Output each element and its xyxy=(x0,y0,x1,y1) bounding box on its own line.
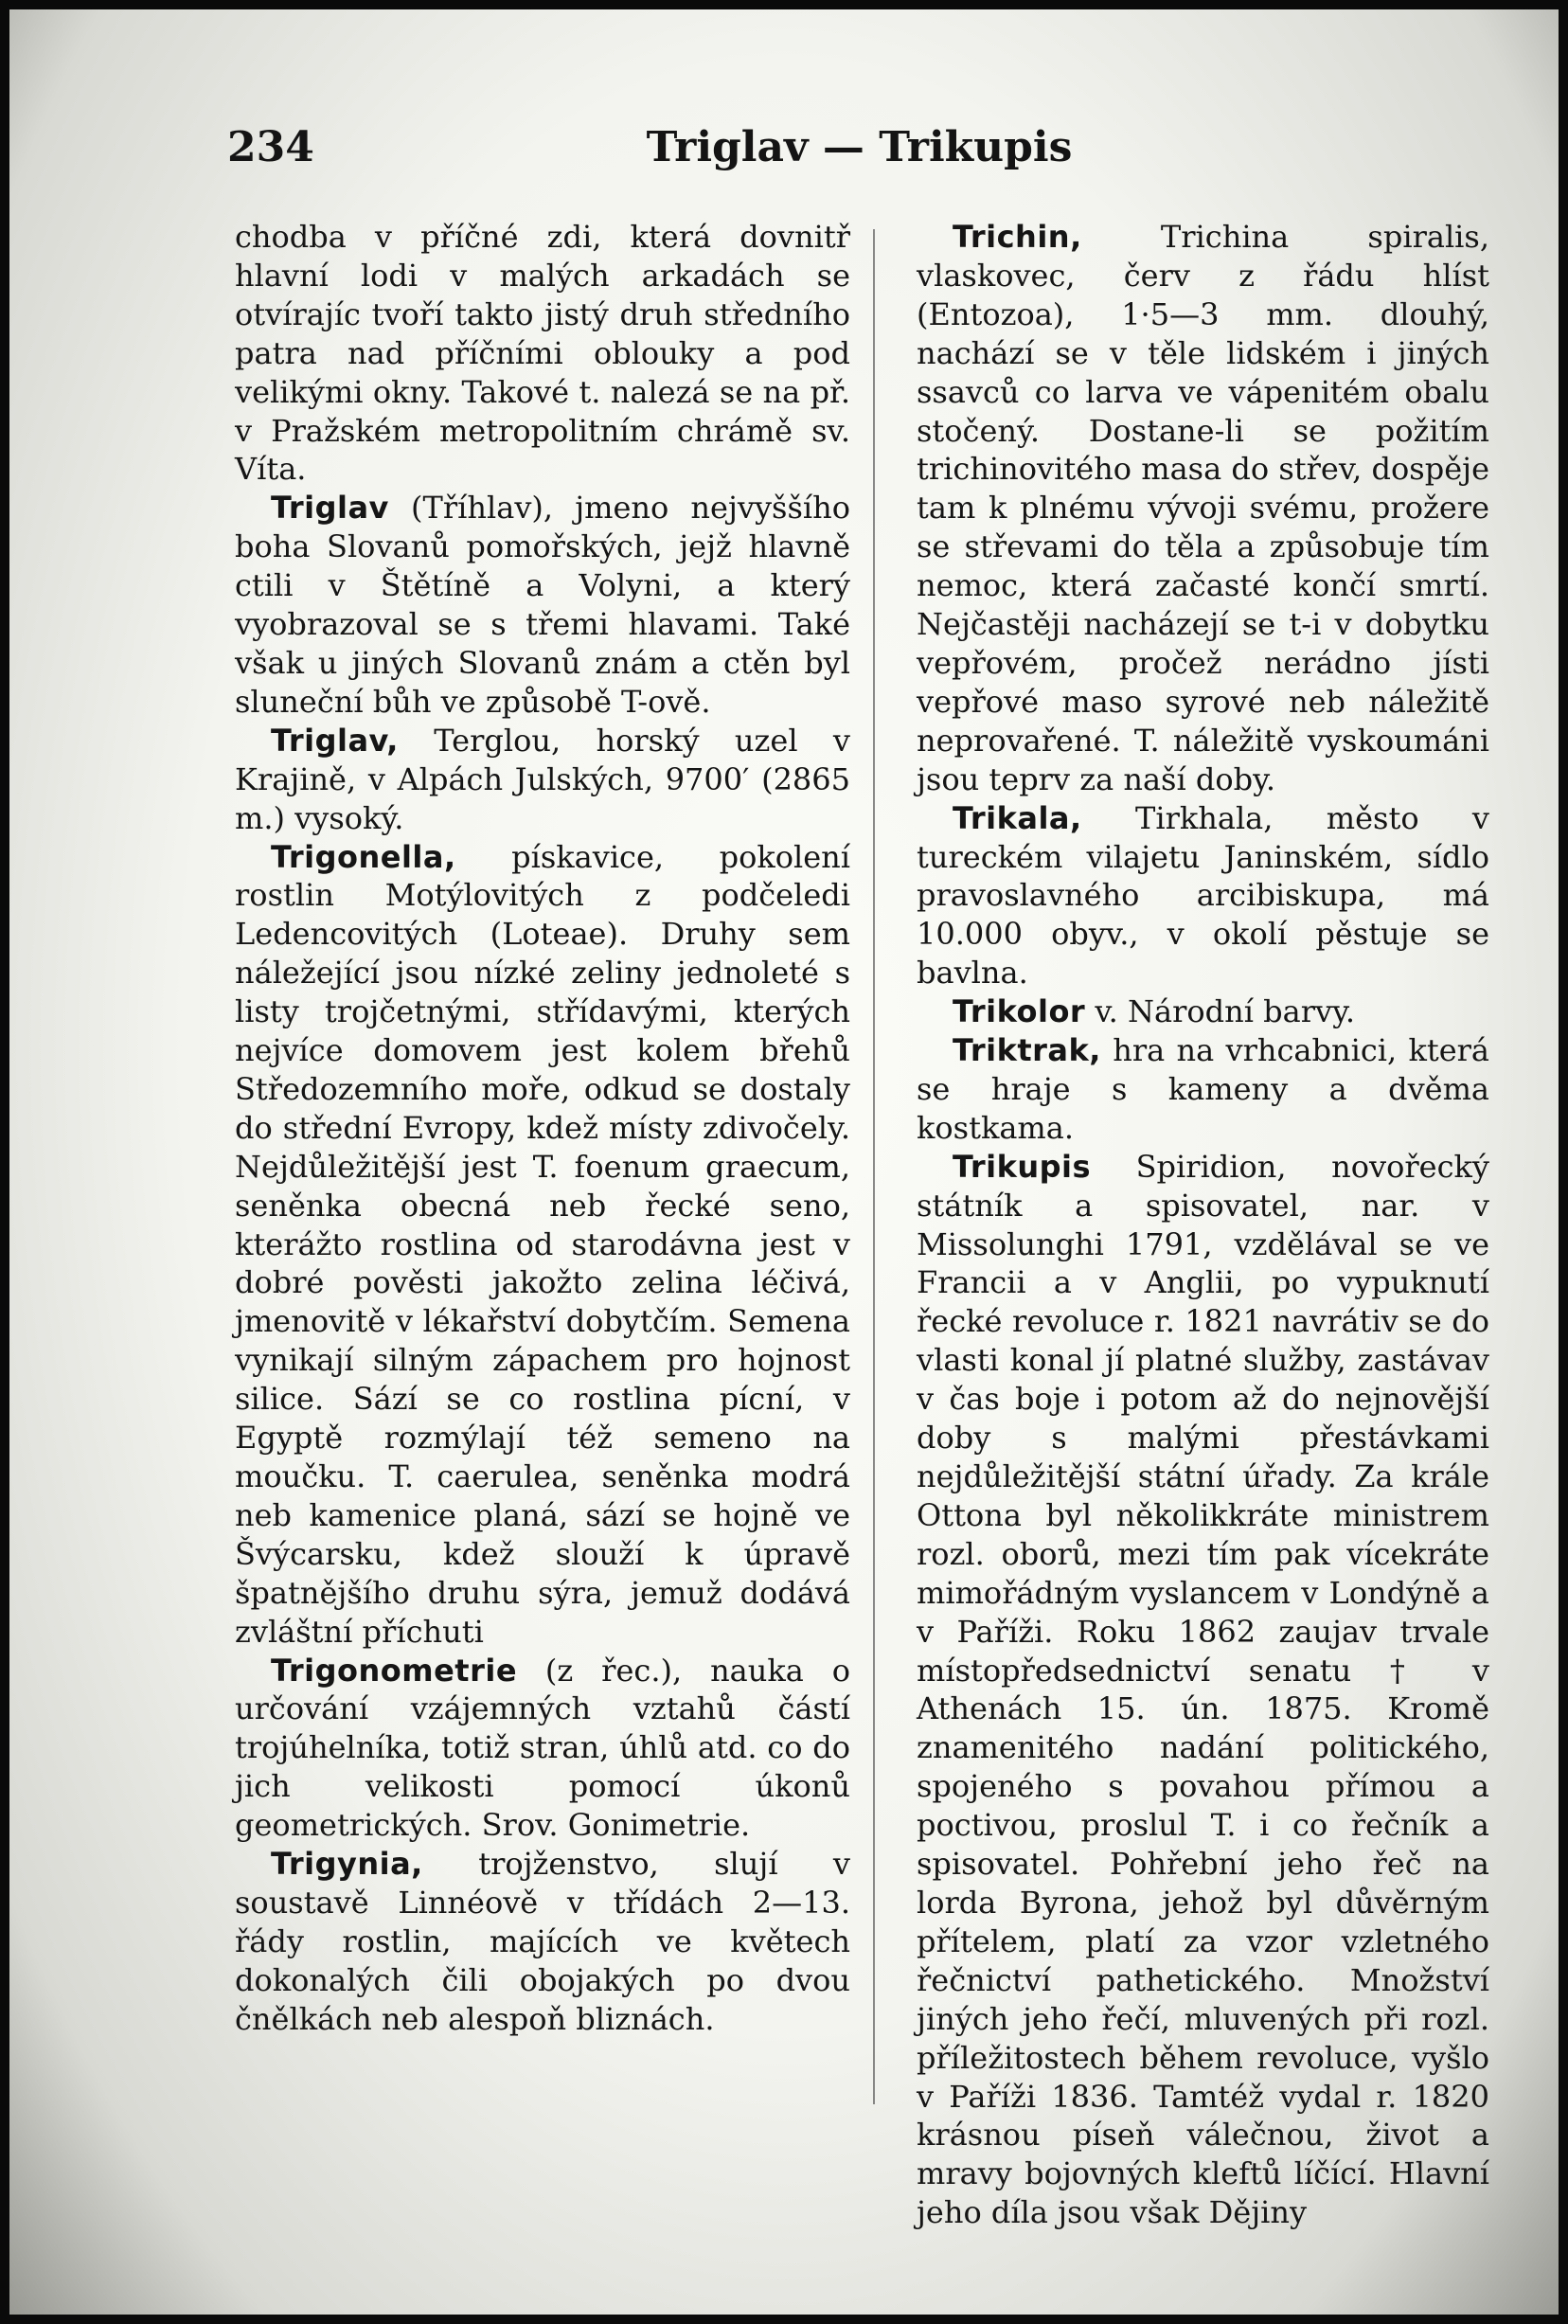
column-divider xyxy=(873,229,875,2104)
entry-text: v. Národní barvy. xyxy=(1085,993,1356,1030)
entry xyxy=(917,799,1489,993)
entry xyxy=(235,722,850,838)
entry-text: Trichina spiralis, vlaskovec, červ z řádu hlíst (Entozoa), 1·5—3 mm. dlouhý, nachází se v těle lidském i jiných ssavců co larva ve vápenitém obalu stočený. Dostane-li se požitím trichinovitého masa do střev, dospěje tam k plnému vývoji svému, prožere se střevami do těla a způsobuje tím nemoc, která začasté končí smrtí. Nejčastěji nacházejí se t-i v dobytku vepřovém, pročež nerádno jísti vepřové maso syrové neb náležitě neprovařené. T. náležitě vyskoumáni jsou teprv za naší doby. xyxy=(917,219,1489,797)
entry xyxy=(917,218,1489,799)
page-number: 234 xyxy=(227,123,314,171)
entry xyxy=(917,1031,1489,1148)
entry xyxy=(235,1652,850,1846)
entry-headword: Triglav xyxy=(271,490,389,527)
entry-headword: Triglav, xyxy=(271,722,399,759)
entry xyxy=(917,1148,1489,2232)
entry xyxy=(235,218,850,489)
entry-text: (z řec.), nauka o určování vzájemných vztahů částí trojúhelníka, totiž stran, úhlů atd. co do jich velikosti pomocí úkonů geometrických. Srov. Gonimetrie. xyxy=(235,1652,850,1844)
entry-headword: Trigynia, xyxy=(271,1846,423,1883)
entry-text: Tirkhala, město v tureckém vilajetu Janinském, sídlo pravoslavného arcibiskupa, má 10.000 obyv., v okolí pěstuje se bavlna. xyxy=(917,799,1489,992)
right-column xyxy=(917,218,1489,2232)
running-head: Triglav — Trikupis xyxy=(646,123,1073,171)
entry xyxy=(235,838,850,1652)
entry-text: (Tříhlav), jmeno nejvyššího boha Slovanů pomořských, jejž hlavně ctili v Štětíně a Volyni, a který vyobrazoval se s třemi hlavami. Také však u jiných Slovanů znám a ctěn byl sluneční bůh ve způsobě T-ově. xyxy=(235,490,850,720)
entry-headword: Triktrak, xyxy=(953,1032,1101,1069)
entry-text: trojženstvo, slují v soustavě Linnéově v třídách 2—13. řády rostlin, majících ve květech dokonalých čili obojakých po dvou čnělkách neb alespoň bliznách. xyxy=(235,1846,850,2037)
entry-headword: Trikolor xyxy=(953,993,1086,1030)
entry-text: chodba v příčné zdi, která dovnitř hlavní lodi v malých arkadách se otvírajíc tvoří takto jistý druh středního patra nad příčními oblouky a pod velikými okny. Takové t. nalezá se na př. v Pražském metropolitním chrámě sv. Víta. xyxy=(235,219,850,488)
entry-headword: Trichin, xyxy=(953,219,1082,255)
entry-headword: Trikala, xyxy=(953,799,1082,836)
entry xyxy=(917,992,1489,1031)
entry-text: pískavice, pokolení rostlin Motýlovitých z podčeledi Ledencovitých (Loteae). Druhy sem náležející jsou nízké zeliny jednoleté s listy trojčetnými, střídavými, kterých nejvíce domovem jest kolem břehů Středozemního moře, odkud se dostaly do střední Evropy, kdež místy zdivočely. Nejdůležitější jest T. foenum graecum, seněnka obecná neb řecké seno, kterážto rostlina od starodávna jest v dobré pověsti jakožto zelina léčivá, jmenovitě v lékařství dobytčím. Semena vynikají silným zápachem pro hojnost silice. Sází se co rostlina pícní, v Egyptě rozmýlají též semeno na moučku. T. caerulea, seněnka modrá neb kamenice planá, sází se hojně ve Švýcarsku, kdež slouží k úpravě špatnějšího druhu sýra, jemuž dodává zvláštní příchuti xyxy=(235,838,850,1650)
entry-headword: Trikupis xyxy=(953,1148,1092,1185)
entry xyxy=(235,1845,850,2039)
left-column xyxy=(235,218,850,2039)
page-header xyxy=(227,112,1491,188)
entry-text: hra na vrhcabnici, která se hraje s kameny a dvěma kostkama. xyxy=(917,1032,1489,1146)
entry-text: Terglou, horský uzel v Krajině, v Alpách Julských, 9700′ (2865 m.) vysoký. xyxy=(235,722,850,836)
entry-text: Spiridion, novořecký státník a spisovatel, nar. v Missolunghi 1791, vzdělával se ve Francii a v Anglii, po vypuknutí řecké revoluce r. 1821 navrátiv se do vlasti konal jí platné služby, zastávav v čas boje i potom až do nejnovější doby s malými přestávkami nejdůležitější státní úřady. Za krále Ottona byl několikkráte ministrem rozl. oborů, mezi tím pak vícekráte mimořádným vyslancem v Londýně a v Paříži. Roku 1862 zaujav trvale místopředsednictví senatu † v Athenách 15. ún. 1875. Kromě znamenitého nadání politického, spojeného s povahou přímou a poctivou, proslul T. i co řečník a spisovatel. Pohřební jeho řeč na lorda Byrona, jehož byl důvěrným přítelem, platí za vzor vzletného řečnictví pathetického. Množství jiných jeho řečí, mluvených při rozl. příležitostech během revoluce, vyšlo v Paříži 1836. Tamtéž vydal r. 1820 krásnou píseň válečnou, život a mravy bojovných kleftů líčící. Hlavní jeho díla jsou však Dějiny xyxy=(917,1148,1489,2231)
book-page xyxy=(9,9,1559,2315)
entry-headword: Trigonometrie xyxy=(271,1652,518,1689)
entry-headword: Trigonella, xyxy=(271,838,456,875)
entry xyxy=(235,489,850,721)
